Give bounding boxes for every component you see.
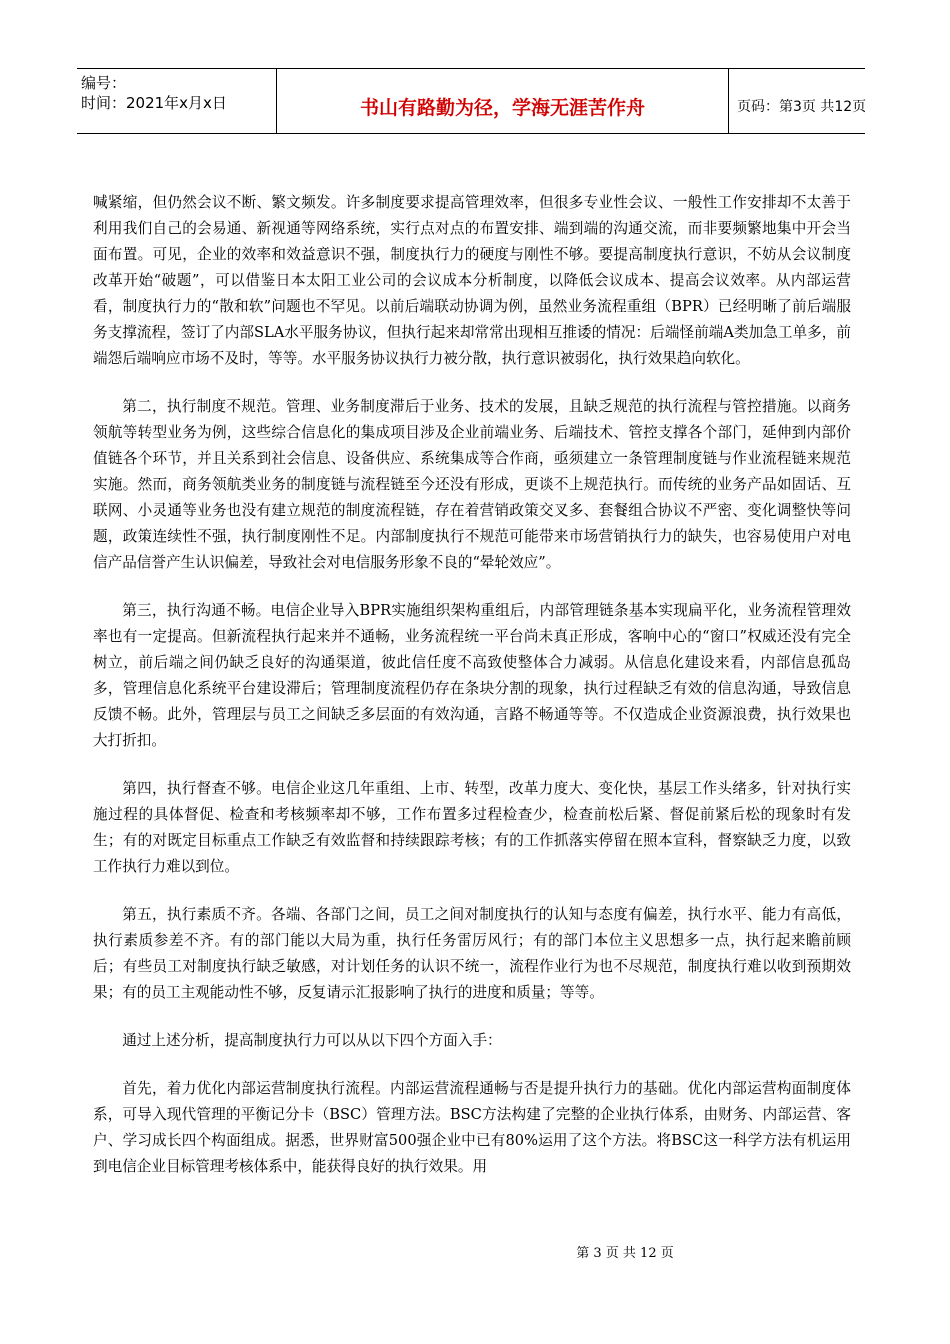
paragraph-second: 第二，执行制度不规范。管理、业务制度滞后于业务、技术的发展，且缺乏规范的执行流程与管控措施。以商务领航等转型业务为例，这些综合信息化的集成项目涉及企业前端业务、后端技术、管控支撑各个部门，延伸到内部价值链各个环节，并且关系到社会信息、设备供应、系统集成等合作商，亟须建立一条管理制度链与作业流程链来规范实施。然而，商务领航类业务的制度链与流程链至今还没有形成，更谈不上规范执行。而传统的业务产品如固话、互联网、小灵通等业务也没有建立规范的制度流程链，存在着营销政策交叉多、套餐组合协议不严密、变化调整快等问题，政策连续性不强，执行制度刚性不足。内部制度执行不规范可能带来市场营销执行力的缺失，也容易使用户对电信产品信誉产生认识偏差，导致社会对电信服务形象不良的“晕轮效应”。: [93, 398, 851, 571]
page-footer: 第 3 页 共 12 页: [576, 1246, 674, 1261]
document-body: [93, 190, 851, 1202]
header-table: [77, 68, 865, 134]
paragraph-summary: 通过上述分析，提高制度执行力可以从以下四个方面入手：: [122, 1032, 502, 1049]
header-motto-cell: [277, 69, 729, 133]
paragraph-first-measure: 首先，着力优化内部运营制度执行流程。内部运营流程通畅与否是提升执行力的基础。优化内部运营构面制度体系，可导入现代管理的平衡记分卡（BSC）管理方法。BSC方法构建了完整的企业执行体系，由财务、内部运营、客户、学习成长四个构面组成。据悉，世界财富500强企业中已有80%运用了这个方法。将BSC这一科学方法有机运用到电信企业目标管理考核体系中，能获得良好的执行效果。用: [93, 1080, 851, 1175]
paragraph-fourth: 第四，执行督查不够。电信企业这几年重组、上市、转型，改革力度大、变化快，基层工作头绪多，针对执行实施过程的具体督促、检查和考核频率却不够，工作布置多过程检查少，检查前松后紧、督促前紧后松的现象时有发生；有的对既定目标重点工作缺乏有效监督和持续跟踪考核；有的工作抓落实停留在照本宣科，督察缺乏力度，以致工作执行力难以到位。: [93, 780, 851, 875]
document-time-label: 时间：2021年x月x日: [81, 94, 227, 112]
paragraph-third: 第三，执行沟通不畅。电信企业导入BPR实施组织架构重组后，内部管理链条基本实现扁平化，业务流程管理效率也有一定提高。但新流程执行起来并不通畅，业务流程统一平台尚未真正形成，客响中心的“窗口”权威还没有完全树立，前后端之间仍缺乏良好的沟通渠道，彼此信任度不高致使整体合力减弱。从信息化建设来看，内部信息孤岛多，管理信息化系统平台建设滞后；管理制度流程仍存在条块分割的现象，执行过程缺乏有效的信息沟通，导致信息反馈不畅。此外，管理层与员工之间缺乏多层面的有效沟通，言路不畅通等等。不仅造成企业资源浪费，执行效果也大打折扣。: [93, 602, 851, 749]
header-meta-cell: [77, 69, 277, 133]
header-motto: 书山有路勤为径，学海无涯苦作舟: [359, 96, 645, 119]
header-page-cell: [729, 69, 865, 133]
header-page-info: 页码：第3页 共12页: [737, 99, 867, 115]
paragraph-continued: 喊紧缩，但仍然会议不断、繁文频发。许多制度要求提高管理效率，但很多专业性会议、一般性工作安排却不太善于利用我们自己的会易通、新视通等网络系统，实行点对点的布置安排、端到端的沟通交流，而非要频繁地集中开会当面布置。可见，企业的效率和效益意识不强，制度执行力的硬度与刚性不够。要提高制度执行意识，不妨从会议制度改革开始“破题”，可以借鉴日本太阳工业公司的会议成本分析制度，以降低会议成本、提高会议效率。从内部运营看，制度执行力的“散和软”问题也不罕见。以前后端联动协调为例，虽然业务流程重组（BPR）已经明晰了前后端服务支撑流程，签订了内部SLA水平服务协议，但执行起来却常常出现相互推诿的情况：后端怪前端A类加急工单多，前端怨后端响应市场不及时，等等。水平服务协议执行力被分散，执行意识被弱化，执行效果趋向软化。: [93, 194, 851, 367]
document-number-label: 编号：: [81, 74, 127, 92]
paragraph-fifth: 第五，执行素质不齐。各端、各部门之间，员工之间对制度执行的认知与态度有偏差，执行水平、能力有高低，执行素质参差不齐。有的部门能以大局为重，执行任务雷厉风行；有的部门本位主义思想多一点，执行起来瞻前顾后；有些员工对制度执行缺乏敏感，对计划任务的认识不统一，流程作业行为也不尽规范，制度执行难以收到预期效果；有的员工主观能动性不够，反复请示汇报影响了执行的进度和质量；等等。: [93, 906, 851, 1001]
